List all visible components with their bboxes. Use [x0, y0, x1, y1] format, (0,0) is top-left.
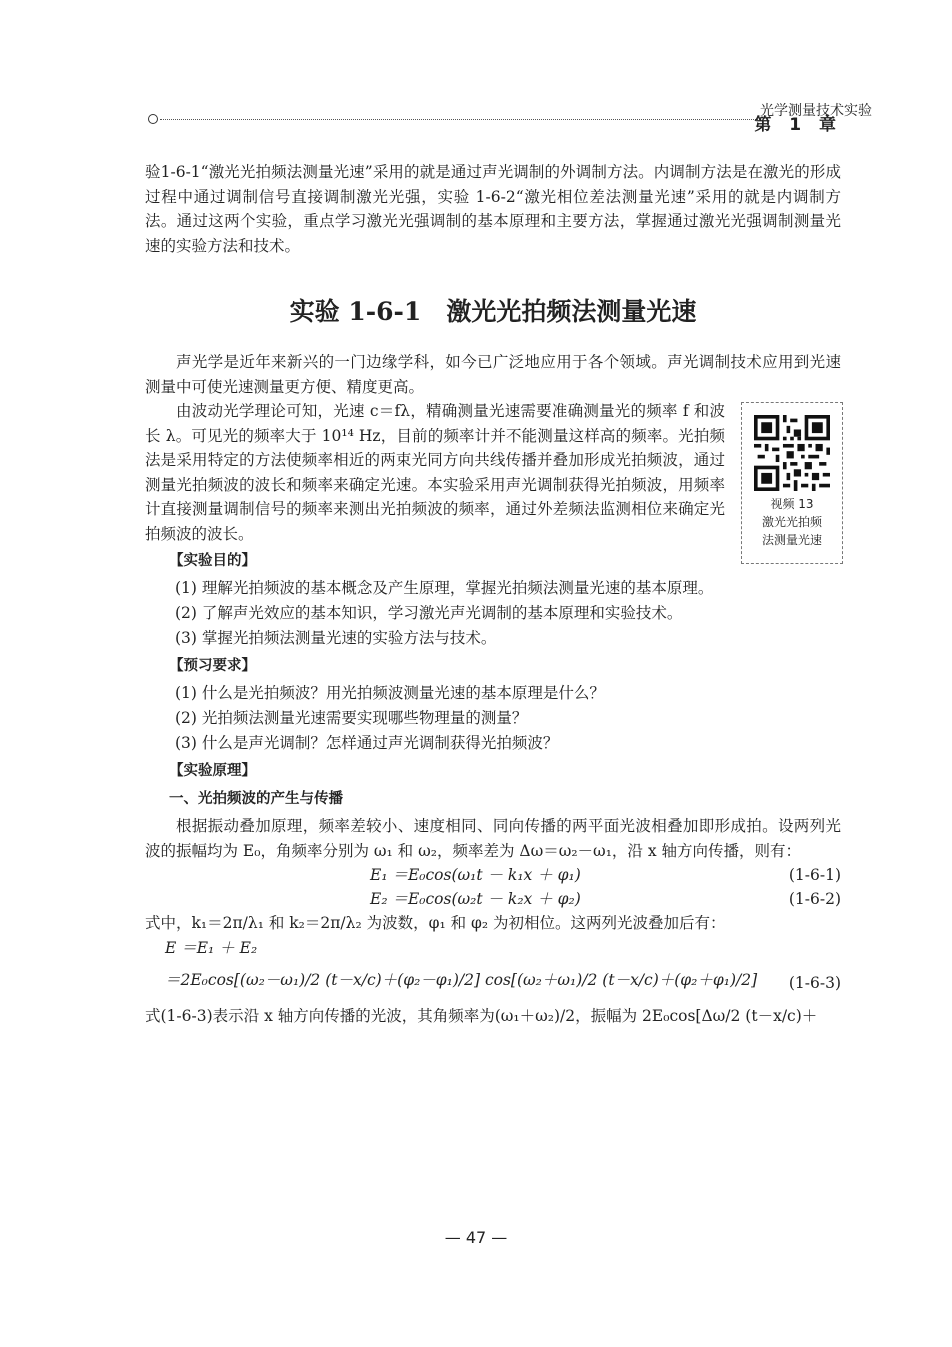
header-book-title: 光学测量技术实验 — [760, 103, 872, 119]
page-header — [148, 96, 872, 136]
paragraph-superposition: 根据振动叠加原理，频率差较小、速度相同、同向传播的两平面光波相叠加即形成拍。设两列光波的振幅均为 E₀，角频率分别为 ω₁ 和 ω₂，频率差为 Δω＝ω₂－ω₁，沿 x 轴方向传播，则有： — [145, 817, 841, 860]
equation-1-6-2 — [145, 887, 841, 911]
paragraph-acousto-optics: 声光学是近年来新兴的一门边缘学科，如今已广泛地应用于各个领域。声光调制技术应用到光速测量中可使光速测量更方便、精度更高。 — [145, 353, 841, 396]
header-chapter: 第 1 章 — [754, 115, 842, 135]
equation-sum: E ＝E₁ ＋ E₂ — [165, 938, 258, 957]
page-number: — 47 — — [444, 1228, 508, 1247]
qr-code-icon[interactable] — [754, 415, 830, 491]
purpose-item-3: (3) 掌握光拍频法测量光速的实验方法与技术。 — [175, 629, 497, 647]
equation-number: (1-6-2) — [788, 890, 841, 908]
intro-paragraph: 验1-6-1“激光光拍频法测量光速”采用的就是通过声光调制的外调制方法。内调制方法是在激光的形成过程中通过调制信号直接调制激光光强，实验 1-6-2“激光相位差法测量光速”采用的就是内调制方法。通过这两个实验，重点学习激光光强调制的基本原理和主要方法，掌握通过激光光强调制测量光速的实验方法和技术。 — [145, 163, 841, 255]
equation-number: (1-6-3) — [788, 974, 841, 992]
header-circle-icon — [148, 114, 158, 124]
purpose-item-2: (2) 了解声光效应的基本知识，学习激光声光调制的基本原理和实验技术。 — [175, 604, 683, 622]
video-qr-box[interactable] — [741, 402, 843, 564]
preview-item-3: (3) 什么是声光调制？怎样通过声光调制获得光拍频波？ — [175, 734, 559, 752]
paragraph-equation-explanation: 式(1-6-3)表示沿 x 轴方向传播的光波，其角频率为(ω₁＋ω₂)/2，振幅为 2E₀cos[Δω/2 (t－x/c)＋ — [145, 1007, 818, 1025]
qr-caption-line-3: 法测量光速 — [761, 533, 822, 547]
equation-1-6-1 — [145, 863, 841, 887]
preview-item-1: (1) 什么是光拍频波？用光拍频波测量光速的基本原理是什么？ — [175, 684, 605, 702]
equation-text: E₂ ＝E₀cos(ω₂t － k₂x ＋ φ₂) — [370, 890, 581, 908]
equation-text: ＝2E₀cos[(ω₂－ω₁)/2 (t－x/c)＋(φ₂－φ₁)/2] cos[(ω₂＋ω₁)/2 (t－x/c)＋(φ₂＋φ₁)/2] — [165, 971, 758, 989]
preview-item-2: (2) 光拍频法测量光速需要实现哪些物理量的测量？ — [175, 709, 528, 727]
section-preview-heading: 【预习要求】 — [169, 658, 256, 674]
header-dotted-line — [160, 119, 760, 120]
section-principle-heading: 【实验原理】 — [169, 763, 256, 779]
paragraph-wavenumber: 式中，k₁＝2π/λ₁ 和 k₂＝2π/λ₂ 为波数，φ₁ 和 φ₂ 为初相位。这两列光波叠加后有： — [145, 914, 726, 932]
page-content — [145, 160, 841, 1029]
paragraph-beat-method: 由波动光学理论可知，光速 c＝fλ，精确测量光速需要准确测量光的频率 f 和波长 λ。可见光的频率大于 10¹⁴ Hz，目前的频率计并不能测量这样高的频率。光拍频法是采用特定的方法使频率相近的两束光同方向共线传播并叠加形成光拍频波，通过测量光拍频波的波长和频率来确定光速。本实验采用声光调制获得光拍频波，用频率计直接测量调制信号的频率来测出光拍频波的频率，通过外差频法监测相位来确定光拍频波的波长。 — [145, 402, 725, 543]
qr-caption-line-1: 视频 13 — [770, 497, 814, 511]
subsection-heading: 一、光拍频波的产生与传播 — [169, 791, 343, 807]
equation-number: (1-6-1) — [788, 866, 841, 884]
experiment-title: 实验 1-6-1 激光光拍频法测量光速 — [289, 297, 697, 326]
equation-text: E₁ ＝E₀cos(ω₁t － k₁x ＋ φ₁) — [370, 866, 581, 884]
purpose-item-1: (1) 理解光拍频波的基本概念及产生原理，掌握光拍频法测量光速的基本原理。 — [175, 579, 714, 597]
section-purpose-heading: 【实验目的】 — [169, 553, 256, 569]
intro-block — [145, 350, 841, 546]
equation-1-6-3 — [145, 960, 841, 1004]
qr-caption-line-2: 激光光拍频 — [761, 515, 822, 529]
